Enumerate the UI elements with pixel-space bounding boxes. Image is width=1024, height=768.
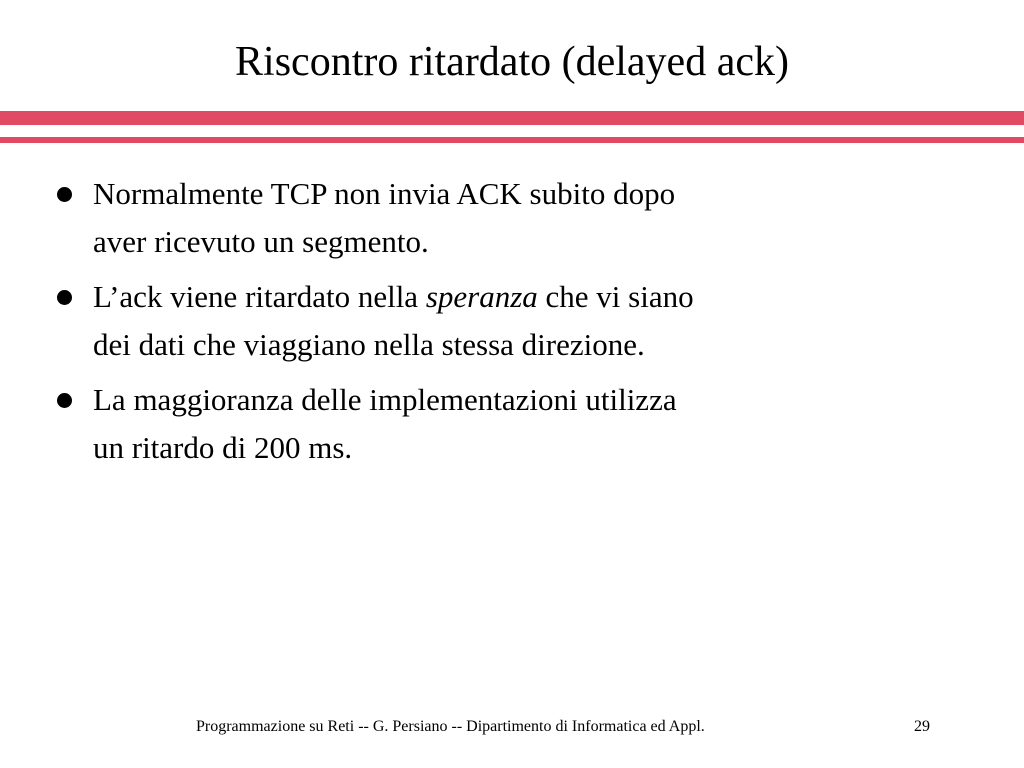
bullet-list bbox=[0, 170, 1024, 479]
bullet-3-line-1: La maggioranza delle implementazioni utilizza bbox=[93, 382, 677, 417]
page-number: 29 bbox=[914, 718, 930, 735]
bullet-1-line-1: Normalmente TCP non invia ACK subito dopo bbox=[93, 176, 676, 211]
bullet-2-text-before: L’ack viene ritardato nella bbox=[93, 279, 426, 314]
slide-title: Riscontro ritardato (delayed ack) bbox=[235, 39, 789, 85]
bullet-dot-icon bbox=[57, 187, 72, 202]
bullet-dot-icon bbox=[57, 290, 72, 305]
title-rule-thin bbox=[0, 137, 1024, 143]
bullet-item-1 bbox=[0, 170, 883, 266]
footer-text: Programmazione su Reti -- G. Persiano -- Dipartimento di Informatica ed Appl. bbox=[196, 718, 705, 735]
bullet-2-line-2: dei dati che viaggiano nella stessa direzione. bbox=[93, 327, 645, 362]
bullet-1-line-2: aver ricevuto un segmento. bbox=[93, 224, 429, 259]
bullet-dot-icon bbox=[57, 393, 72, 408]
bullet-item-2 bbox=[0, 273, 883, 369]
bullet-2-line-1 bbox=[93, 273, 883, 321]
bullet-2-text-after: che vi siano bbox=[537, 279, 694, 314]
bullet-2-emphasis: speranza bbox=[425, 279, 538, 314]
bullet-3-line-2: un ritardo di 200 ms. bbox=[93, 430, 353, 465]
bullet-item-3 bbox=[0, 376, 883, 472]
title-rule-thick bbox=[0, 111, 1024, 125]
